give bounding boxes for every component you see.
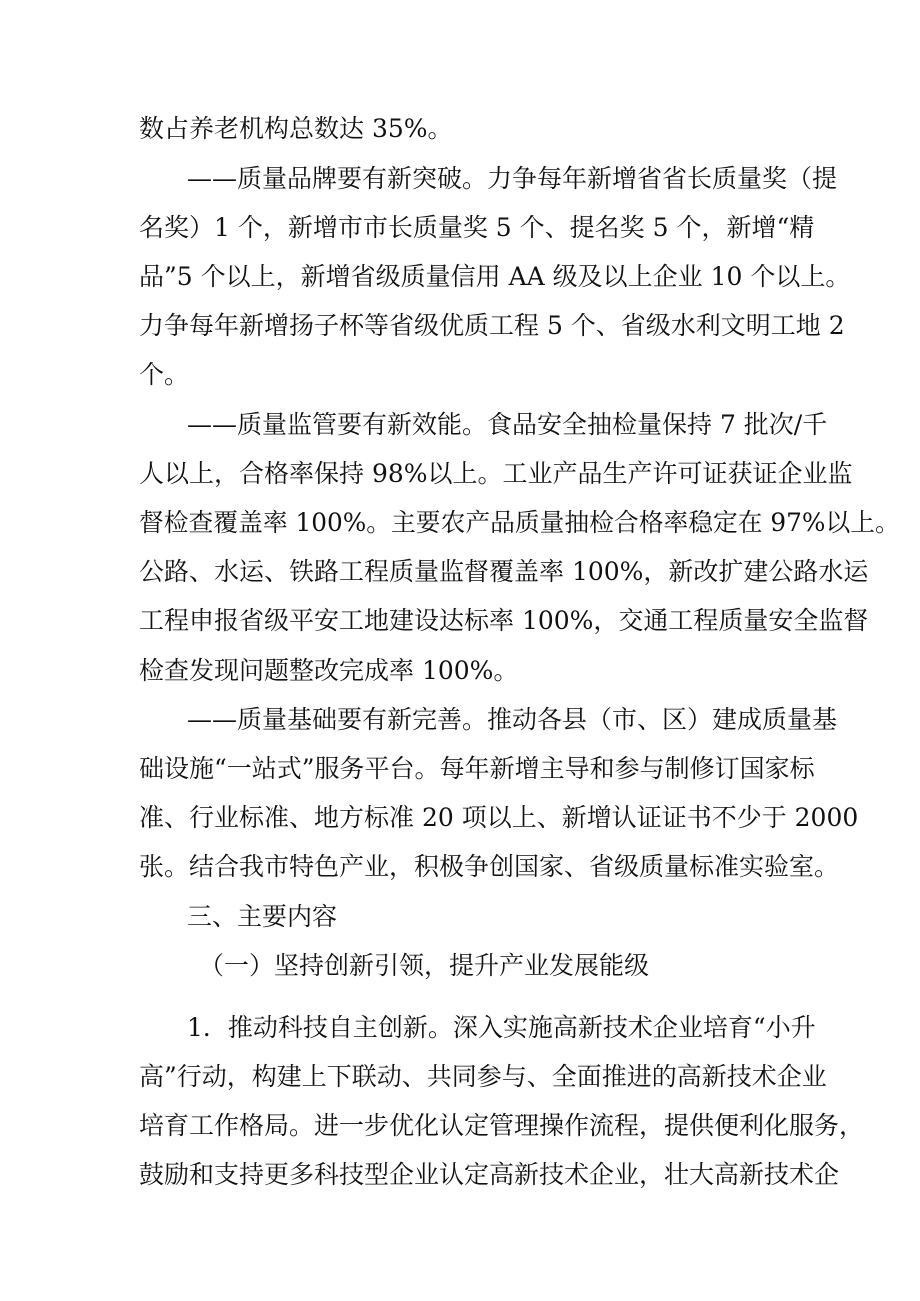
paragraph-line: ——质量监管要有新效能。食品安全抽检量保持 7 批次/千 bbox=[187, 410, 828, 439]
paragraph-line: 鼓励和支持更多科技型企业认定高新技术企业，壮大高新技术企 bbox=[139, 1160, 840, 1189]
paragraph-line: 力争每年新增扬子杯等省级优质工程 5 个、省级水利文明工地 2 bbox=[139, 311, 845, 340]
paragraph-line: 公路、水运、铁路工程质量监督覆盖率 100%，新改扩建公路水运 bbox=[139, 557, 869, 586]
paragraph-line: 名奖）1 个，新增市市长质量奖 5 个、提名奖 5 个，新增“精 bbox=[139, 213, 815, 242]
paragraph-line: 品”5 个以上，新增省级质量信用 AA 级及以上企业 10 个以上。 bbox=[139, 262, 851, 291]
paragraph-line: 数占养老机构总数达 35%。 bbox=[139, 114, 453, 143]
subsection-heading: （一）坚持创新引领，提升产业发展能级 bbox=[199, 951, 650, 980]
paragraph-line: 准、行业标准、地方标准 20 项以上、新增认证证书不少于 2000 bbox=[139, 803, 859, 832]
section-heading: 三、主要内容 bbox=[187, 902, 338, 931]
paragraph-line: 础设施“一站式”服务平台。每年新增主导和参与制修订国家标 bbox=[139, 754, 815, 783]
paragraph-line: 督检查覆盖率 100%。主要农产品质量抽检合格率稳定在 97%以上。 bbox=[139, 508, 900, 537]
paragraph-line: 张。结合我市特色产业，积极争创国家、省级质量标准实验室。 bbox=[139, 852, 840, 881]
paragraph-line: 工程申报省级平安工地建设达标率 100%，交通工程质量安全监督 bbox=[139, 606, 869, 635]
paragraph-line: 培育工作格局。进一步优化认定管理操作流程，提供便利化服务， bbox=[139, 1111, 865, 1140]
paragraph-line: 高”行动，构建上下联动、共同参与、全面推进的高新技术企业 bbox=[139, 1062, 827, 1091]
paragraph-line: 个。 bbox=[139, 360, 190, 389]
paragraph-line: ——质量品牌要有新突破。力争每年新增省省长质量奖（提 bbox=[187, 164, 838, 193]
paragraph-line: ——质量基础要有新完善。推动各县（市、区）建成质量基 bbox=[187, 705, 838, 734]
paragraph-line: 人以上，合格率保持 98%以上。工业产品生产许可证获证企业监 bbox=[139, 459, 853, 488]
paragraph-line: 1．推动科技自主创新。深入实施高新技术企业培育“小升 bbox=[187, 1013, 816, 1042]
paragraph-line: 检查发现问题整改完成率 100%。 bbox=[139, 656, 519, 685]
